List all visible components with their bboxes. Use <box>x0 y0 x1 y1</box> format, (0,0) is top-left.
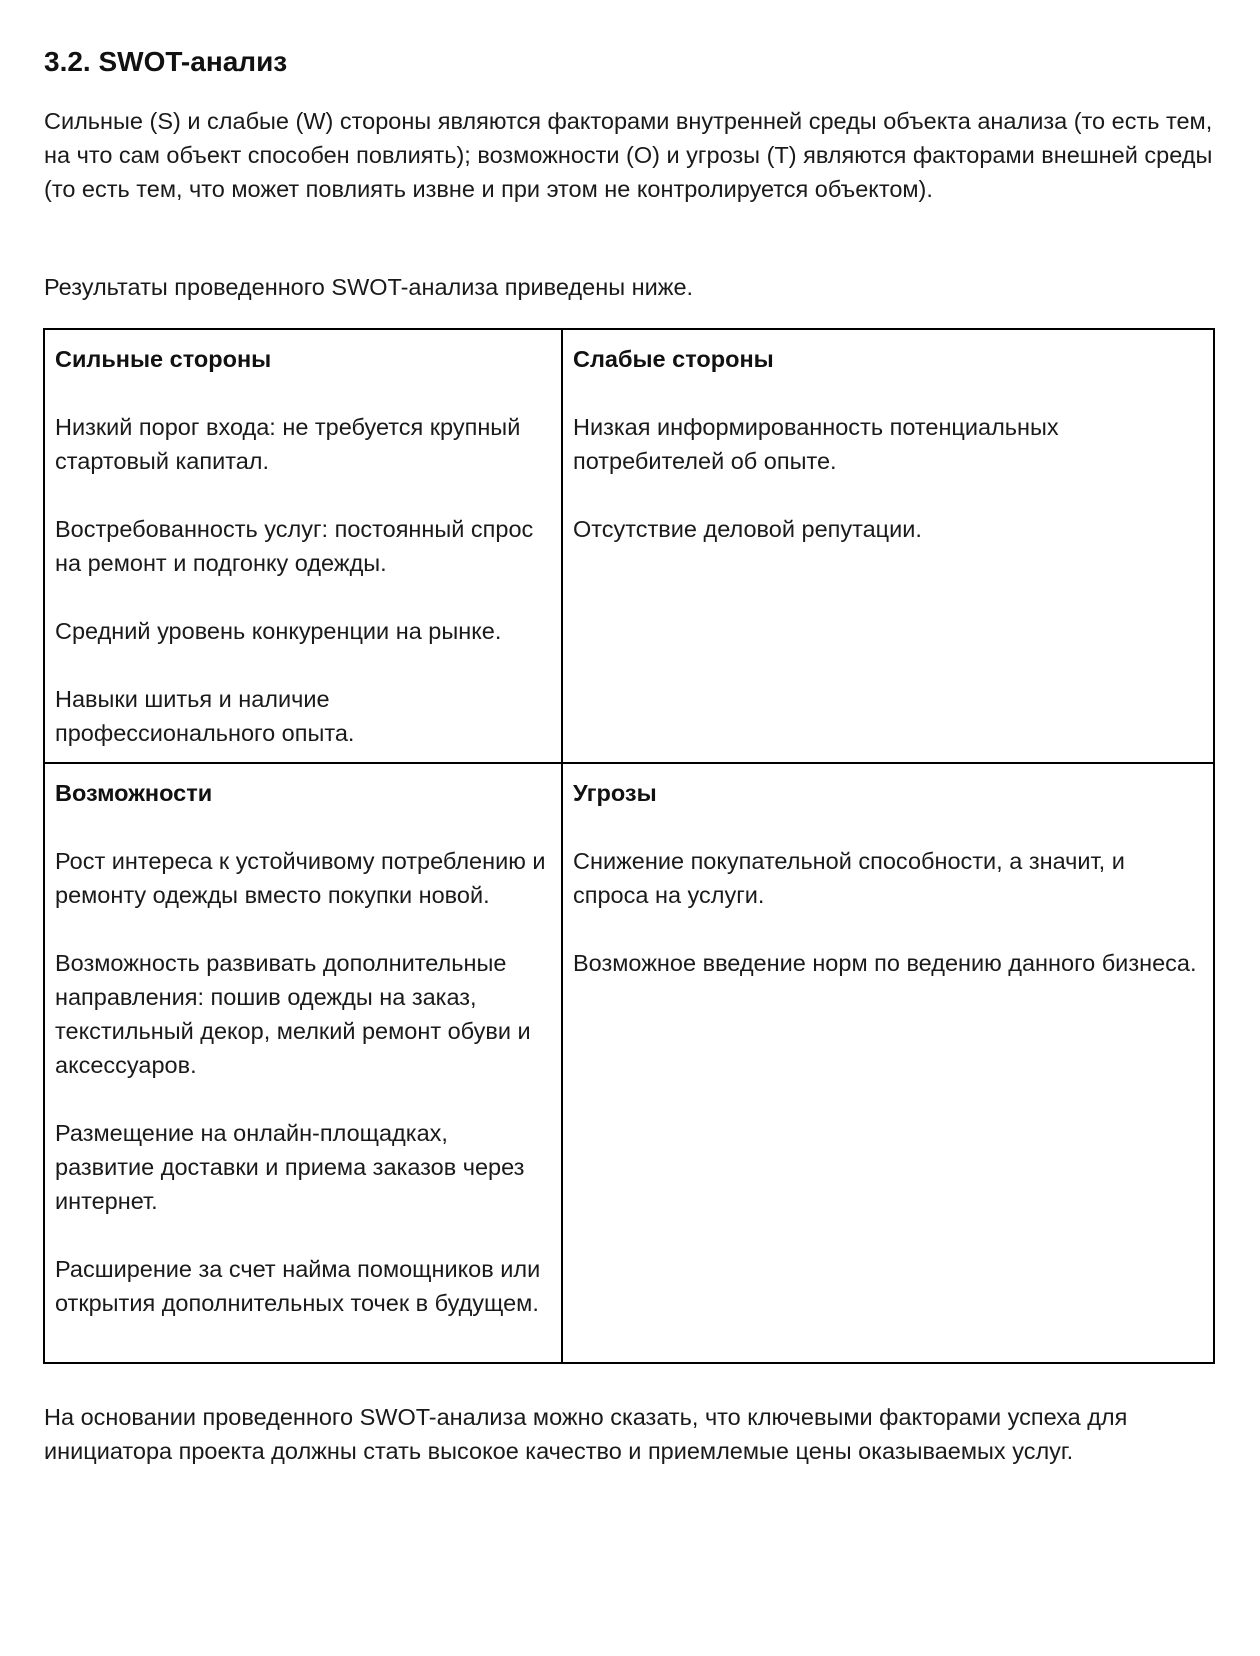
opportunity-item: Размещение на онлайн-площадках, развитие доставки и приема заказов через интернет. <box>55 1120 525 1214</box>
opportunity-item: Расширение за счет найма помощников или открытия дополнительных точек в будущем. <box>55 1256 541 1316</box>
opportunity-item: Возможность развивать дополнительные направления: пошив одежды на заказ, текстильный декор, мелкий ремонт обуви и аксессуаров. <box>55 950 531 1078</box>
weakness-item: Отсутствие деловой репутации. <box>573 516 922 542</box>
weakness-item: Низкая информированность потенциальных потребителей об опыте. <box>573 414 1059 474</box>
swot-cell-weaknesses <box>562 329 1214 763</box>
strengths-title: Сильные стороны <box>55 346 272 372</box>
swot-cell-opportunities <box>44 763 562 1363</box>
weaknesses-title: Слабые стороны <box>573 346 774 372</box>
strength-item: Навыки шитья и наличие профессионального опыта. <box>55 686 355 746</box>
opportunities-title: Возможности <box>55 780 213 806</box>
strength-item: Востребованность услуг: постоянный спрос на ремонт и подгонку одежды. <box>55 516 534 576</box>
threat-item: Возможное введение норм по ведению данного бизнеса. <box>573 950 1197 976</box>
opportunity-item: Рост интереса к устойчивому потреблению и ремонту одежды вместо покупки новой. <box>55 848 546 908</box>
conclusion-paragraph: На основании проведенного SWOT-анализа можно сказать, что ключевыми факторами успеха для инициатора проекта должны стать высокое качество и приемлемые цены оказываемых услуг. <box>44 1404 1128 1464</box>
threats-title: Угрозы <box>573 780 657 806</box>
swot-cell-strengths <box>44 329 562 763</box>
swot-row-internal <box>44 329 1214 763</box>
swot-row-external <box>44 763 1214 1363</box>
swot-cell-threats <box>562 763 1214 1363</box>
results-intro-paragraph: Результаты проведенного SWOT-анализа приведены ниже. <box>44 274 694 300</box>
strength-item: Средний уровень конкуренции на рынке. <box>55 618 502 644</box>
section-heading: 3.2. SWOT-анализ <box>44 46 288 77</box>
threat-item: Снижение покупательной способности, а значит, и спроса на услуги. <box>573 848 1125 908</box>
intro-paragraph: Сильные (S) и слабые (W) стороны являются факторами внутренней среды объекта анализа (то есть тем, на что сам объект способен повлиять); возможности (O) и угрозы (T) являются факторами внешней среды (то есть тем, что может повлиять извне и при этом не контролируется объектом). <box>44 108 1213 202</box>
swot-table <box>43 328 1215 1364</box>
strength-item: Низкий порог входа: не требуется крупный стартовый капитал. <box>55 414 521 474</box>
